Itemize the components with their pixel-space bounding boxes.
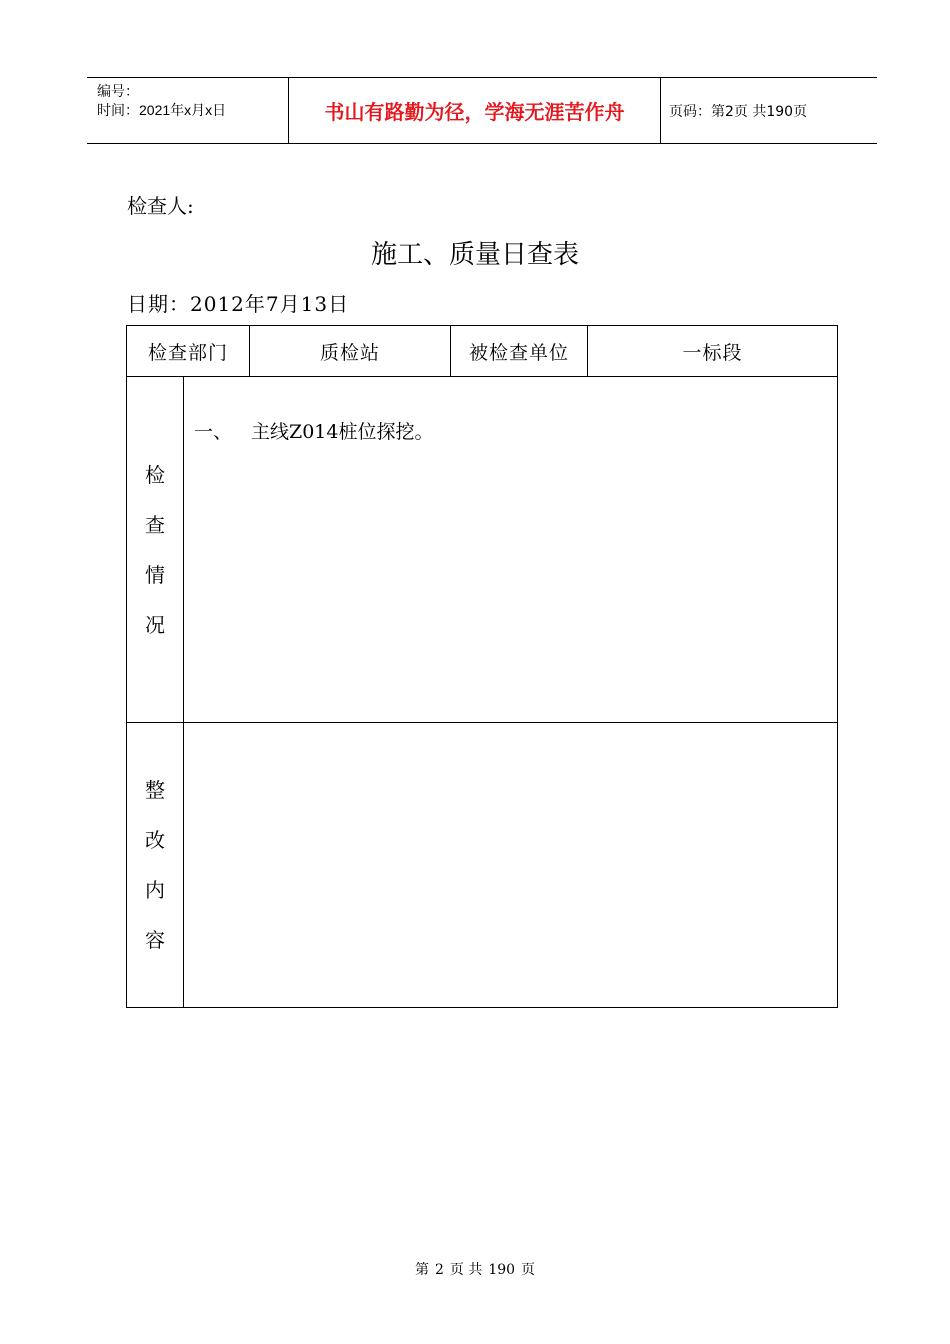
rectify-label-char: 改: [145, 828, 165, 852]
document-title: 施工、质量日查表: [370, 240, 579, 270]
table-row: [127, 377, 838, 723]
footer-total-pages: 190: [488, 1262, 516, 1278]
situation-label-char: 检: [145, 462, 165, 487]
rectify-label-char: 整: [145, 778, 165, 802]
situation-label-char: 情: [145, 562, 165, 587]
situation-label-char: 查: [145, 512, 165, 537]
dept-value: 质检站: [250, 326, 451, 377]
item-number: 一、: [194, 421, 233, 443]
footer-prefix: 第: [414, 1262, 429, 1278]
page-header: [87, 77, 877, 144]
unit-value: 一标段: [588, 326, 838, 377]
inspector-label: 检查人:: [127, 194, 194, 218]
motto: 书山有路勤为径，学海无涯苦作舟: [288, 78, 661, 143]
table-row: [127, 723, 838, 1008]
page-info: 页码：第2页 共190页: [669, 103, 808, 120]
footer-page-number: 2: [434, 1262, 444, 1278]
situation-label: [127, 377, 184, 723]
situation-content: [184, 377, 838, 723]
number-label: 编号：: [97, 83, 139, 99]
rectify-label: [127, 723, 184, 1008]
situation-label-char: 况: [145, 612, 165, 637]
table-row: [127, 326, 838, 377]
page-footer: [0, 1259, 950, 1279]
date-line: 日期：2012年7月13日: [127, 292, 350, 316]
list-item: [184, 377, 837, 444]
dept-label: 检查部门: [127, 326, 250, 377]
footer-suffix: 页: [521, 1262, 536, 1278]
unit-label: 被检查单位: [451, 326, 588, 377]
rectify-content: [184, 723, 838, 1008]
footer-mid: 页 共: [449, 1262, 483, 1278]
item-text: 主线Z014桩位探挖。: [251, 421, 434, 443]
rectify-label-char: 容: [145, 928, 165, 952]
time-label: 时间：2021年x月x日: [97, 102, 227, 118]
header-meta: [87, 78, 288, 143]
inspection-table: [126, 325, 838, 1008]
rectify-label-char: 内: [145, 878, 165, 902]
